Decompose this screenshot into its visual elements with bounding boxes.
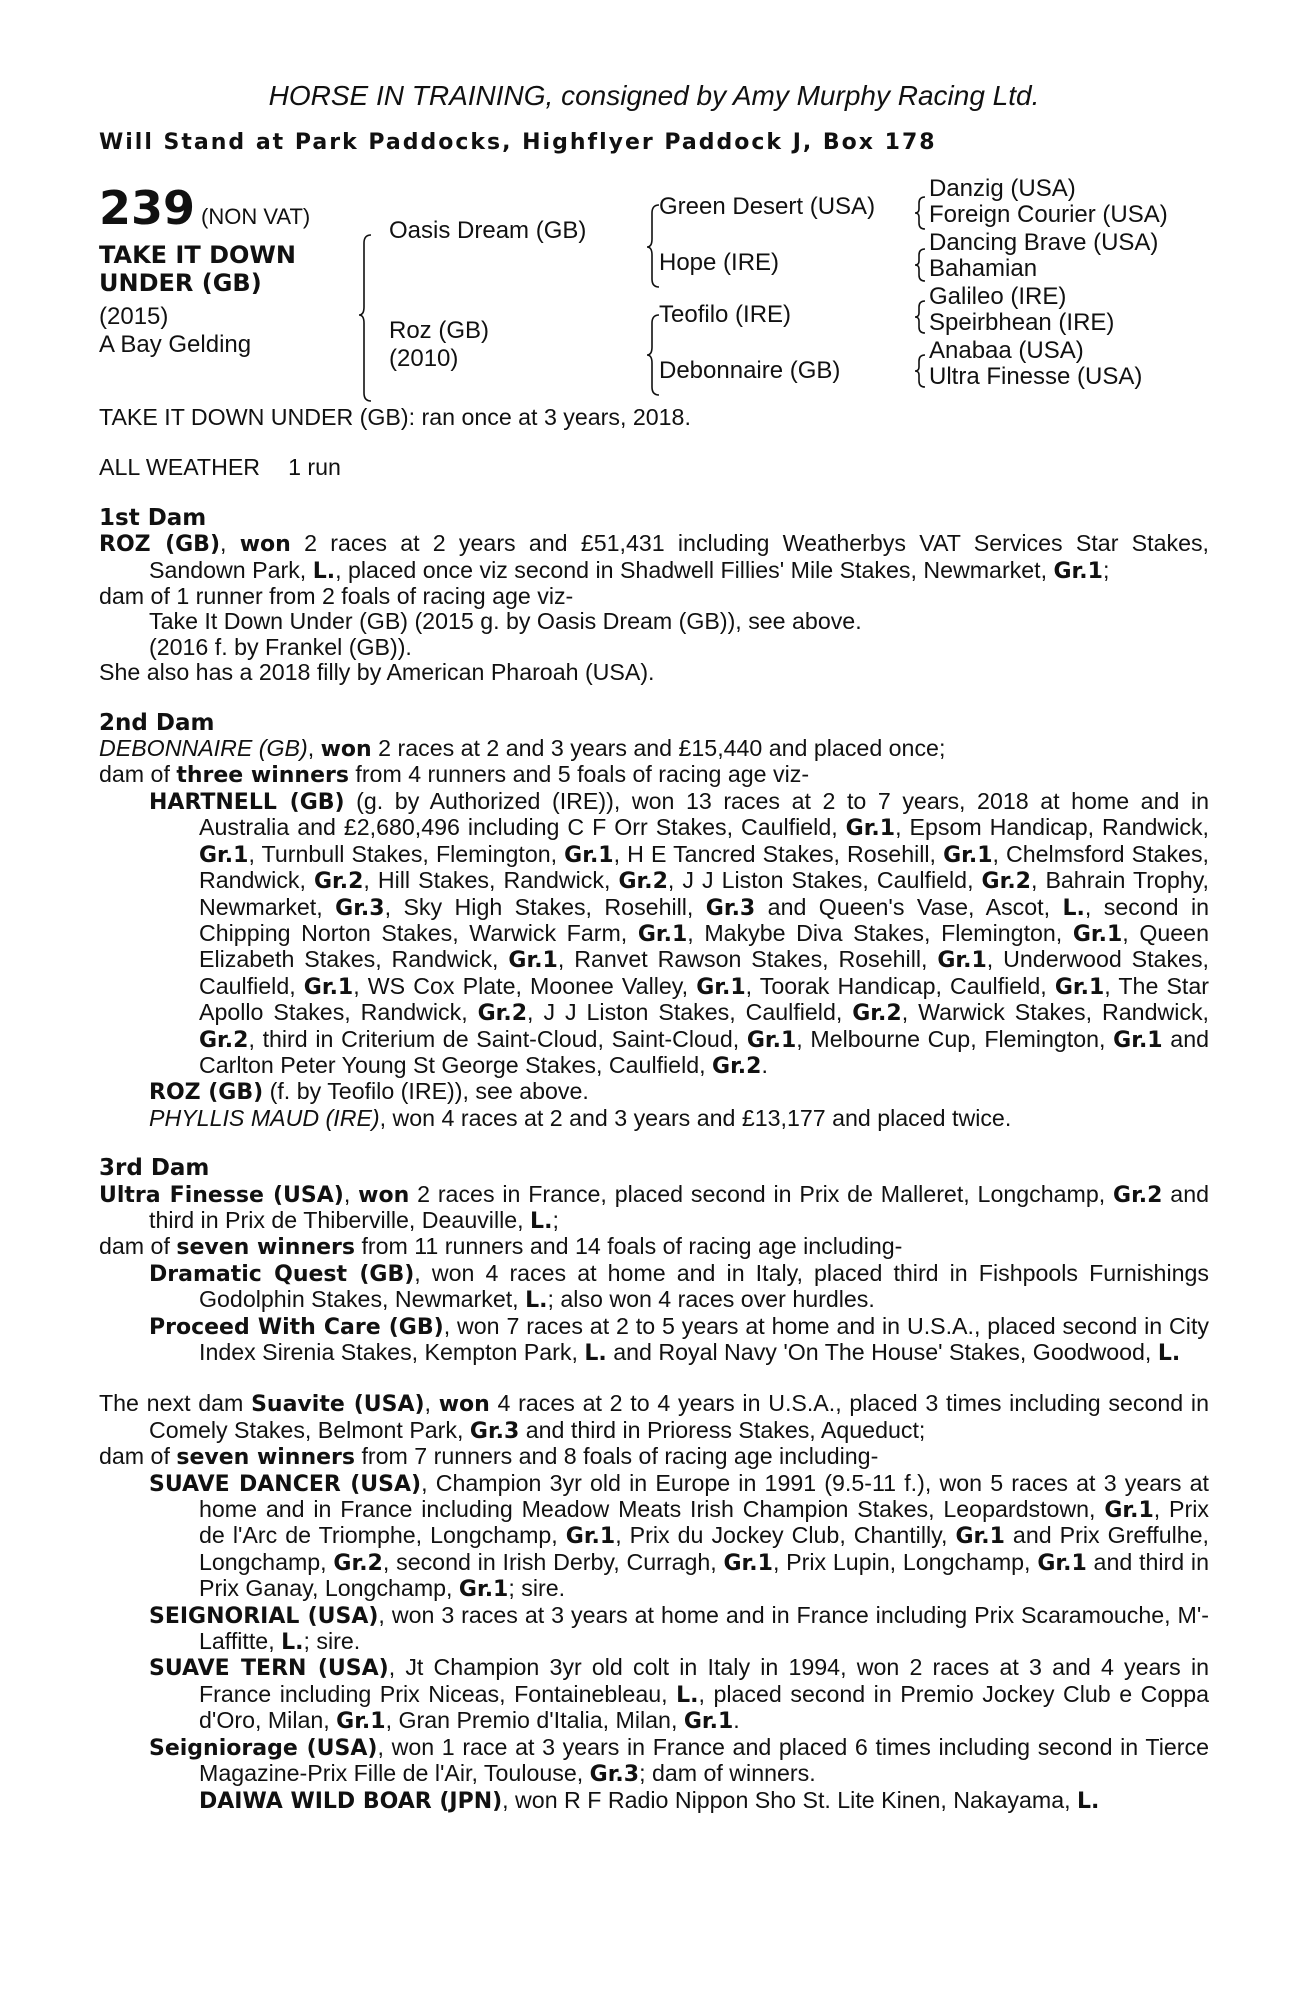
second-dam-produce-intro: dam of three winners from 4 runners and 5 foals of racing age viz- (99, 761, 810, 789)
sire: Oasis Dream (GB) (389, 217, 587, 244)
horse-name-line2: UNDER (GB) (99, 269, 262, 297)
surface-runs: 1 run (288, 454, 341, 481)
lot-number: 239 (NON VAT) (99, 181, 311, 235)
produce-entry-daiwa-wild-boar: DAIWA WILD BOAR (JPN), won R F Radio Nippon Sho St. Lite Kinen, Nakayama, L. (199, 1786, 1100, 1814)
produce-entry-seigniorage: Seigniorage (USA), won 1 race at 3 years in France and placed 6 times including second in Tierce Magazine-Prix Fille de l'Air, Toulouse, Gr.3; dam of winners. (149, 1733, 1209, 1788)
first-dam-produce-intro: dam of 1 runner from 2 foals of racing age viz- (99, 583, 574, 610)
produce-entry-hartnell: HARTNELL (GB) (g. by Authorized (IRE)), won 13 races at 2 to 7 years, 2018 at home and in Australia and £2,680,496 including C F Orr Stakes, Caulfield, Gr.1, Epsom Handicap, Randwick, Gr.1, Turnbull Stakes, Flemington, Gr.1, H E Tancred Stakes, Rosehill, Gr.1, Chelmsford Stakes, Randwick, Gr.2, Hill Stakes, Randwick, Gr.2, J J Liston Stakes, Caulfield, Gr.2, Bahrain Trophy, Newmarket, Gr.3, Sky High Stakes, Rosehill, Gr.3 and Queen's Vase, Ascot, L., second in Chipping Norton Stakes, Warwick Farm, Gr.1, Makybe Diva Stakes, Flemington, Gr.1, Queen Elizabeth Stakes, Randwick, Gr.1, Ranvet Rawson Stakes, Rosehill, Gr.1, Underwood Stakes, Caulfield, Gr.1, WS Cox Plate, Moonee Valley, Gr.1, Toorak Handicap, Caulfield, Gr.1, The Star Apollo Stakes, Randwick, Gr.2, J J Liston Stakes, Caulfield, Gr.2, Warwick Stakes, Randwick, Gr.2, third in Criterium de Saint-Cloud, Saint-Cloud, Gr.1, Melbourne Cup, Flemington, Gr.1 and Carlton Peter Young St George Stakes, Caulfield, Gr.2. (149, 787, 1210, 1079)
produce-entry-phyllis-maud: PHYLLIS MAUD (IRE), won 4 races at 2 and 3 years and £13,177 and placed twice. (149, 1104, 1012, 1131)
ancestor-g5: Galileo (IRE) (929, 283, 1067, 310)
sire-dam: Hope (IRE) (659, 249, 780, 276)
ancestor-g8: Ultra Finesse (USA) (929, 363, 1143, 390)
horse-name (99, 241, 296, 297)
produce-entry-roz: ROZ (GB) (f. by Teofilo (IRE)), see above. (149, 1078, 589, 1106)
foaling-year: (2015) (99, 303, 169, 330)
race-record: TAKE IT DOWN UNDER (GB): ran once at 3 years, 2018. (99, 404, 691, 430)
produce-entry-proceed-with-care: Proceed With Care (GB), won 7 races at 2 to 5 years at home and in U.S.A., placed second in City Index Sirenia Stakes, Kempton Park, L. and Royal Navy 'On The House' Stakes, Goodwood, L. (149, 1312, 1209, 1366)
ancestor-g4: Bahamian (929, 255, 1038, 282)
vat-status: (NON VAT) (201, 204, 311, 229)
next-dam-record: The next dam Suavite (USA), won 4 races at 2 to 4 years in U.S.A., placed 3 times including second in Comely Stakes, Belmont Park, Gr.3 and third in Prioress Stakes, Aqueduct; (99, 1390, 1209, 1444)
dam-dam: Debonnaire (GB) (659, 357, 841, 384)
surface-record (99, 455, 1209, 480)
dam-sire: Teofilo (IRE) (659, 301, 792, 328)
second-dam-record: DEBONNAIRE (GB), won 2 races at 2 and 3 years and £15,440 and placed once; (99, 735, 946, 763)
lot-pedigree-block (99, 175, 1209, 405)
produce-entry-seignorial: SEIGNORIAL (USA), won 3 races at 3 years at home and in France including Prix Scaramouche, M'-Laffitte, L.; sire. (149, 1601, 1209, 1656)
third-dam-record: Ultra Finesse (USA), won 2 races in France, placed second in Prix de Malleret, Longchamp, Gr.2 and third in Prix de Thiberville, Deauville, L.; (99, 1180, 1209, 1234)
produce-entry-suave-dancer: SUAVE DANCER (USA), Champion 3yr old in Europe in 1991 (9.5-11 f.), won 5 races at 3 years at home and in France including Meadow Meats Irish Champion Stakes, Leopardstown, Gr.1, Prix de l'Arc de Triomphe, Longchamp, Gr.1, Prix du Jockey Club, Chantilly, Gr.1 and Prix Greffulhe, Longchamp, Gr.2, second in Irish Derby, Curragh, Gr.1, Prix Lupin, Longchamp, Gr.1 and third in Prix Ganay, Longchamp, Gr.1; sire. (149, 1469, 1209, 1603)
ancestor-g3: Dancing Brave (USA) (929, 229, 1159, 256)
second-dam-heading: 2nd Dam (99, 709, 215, 736)
page-title: HORSE IN TRAINING, consigned by Amy Murphy Racing Ltd. (268, 80, 1040, 111)
surface-label: ALL WEATHER (99, 454, 261, 481)
produce-entry: (2016 f. by Frankel (GB)). (149, 633, 412, 660)
ancestor-g6: Speirbhean (IRE) (929, 309, 1115, 336)
next-dam-produce-intro: dam of seven winners from 7 runners and 8 foals of racing age including- (99, 1443, 879, 1471)
first-dam-note: She also has a 2018 filly by American Pharoah (USA). (99, 659, 655, 686)
ancestor-g7: Anabaa (USA) (929, 337, 1084, 364)
catalogue-body (99, 405, 1209, 1814)
horse-description: A Bay Gelding (99, 331, 252, 358)
ancestor-g1: Danzig (USA) (929, 175, 1076, 202)
catalogue-page (99, 80, 1209, 1814)
first-dam-heading: 1st Dam (99, 504, 207, 531)
third-dam-produce-intro: dam of seven winners from 11 runners and 14 foals of racing age including- (99, 1233, 903, 1261)
third-dam-heading: 3rd Dam (99, 1155, 210, 1182)
produce-entry-dramatic-quest: Dramatic Quest (GB), won 4 races at home and in Italy, placed third in Fishpools Furnishings Godolphin Stakes, Newmarket, L.; also won 4 races over hurdles. (149, 1259, 1209, 1314)
first-dam-record: ROZ (GB), won 2 races at 2 years and £51,431 including Weatherbys VAT Services Star Stakes, Sandown Park, L., placed once viz second in Shadwell Fillies' Mile Stakes, Newmarket, Gr.1; (99, 530, 1209, 584)
ancestor-g2: Foreign Courier (USA) (929, 201, 1168, 228)
produce-entry: Take It Down Under (GB) (2015 g. by Oasis Dream (GB)), see above. (149, 608, 862, 635)
stand-location: Will Stand at Park Paddocks, Highflyer Paddock J, Box 178 (99, 130, 937, 155)
dam-year: (2010) (389, 345, 459, 372)
produce-entry-suave-tern: SUAVE TERN (USA), Jt Champion 3yr old colt in Italy in 1994, won 2 races at 3 and 4 years in France including Prix Niceas, Fontainebleau, L., placed second in Premio Jockey Club e Coppa d'Oro, Milan, Gr.1, Gran Premio d'Italia, Milan, Gr.1. (149, 1654, 1209, 1735)
sire-sire: Green Desert (USA) (659, 193, 876, 220)
dam: Roz (GB) (389, 317, 490, 344)
horse-name-line1: TAKE IT DOWN (99, 241, 296, 269)
